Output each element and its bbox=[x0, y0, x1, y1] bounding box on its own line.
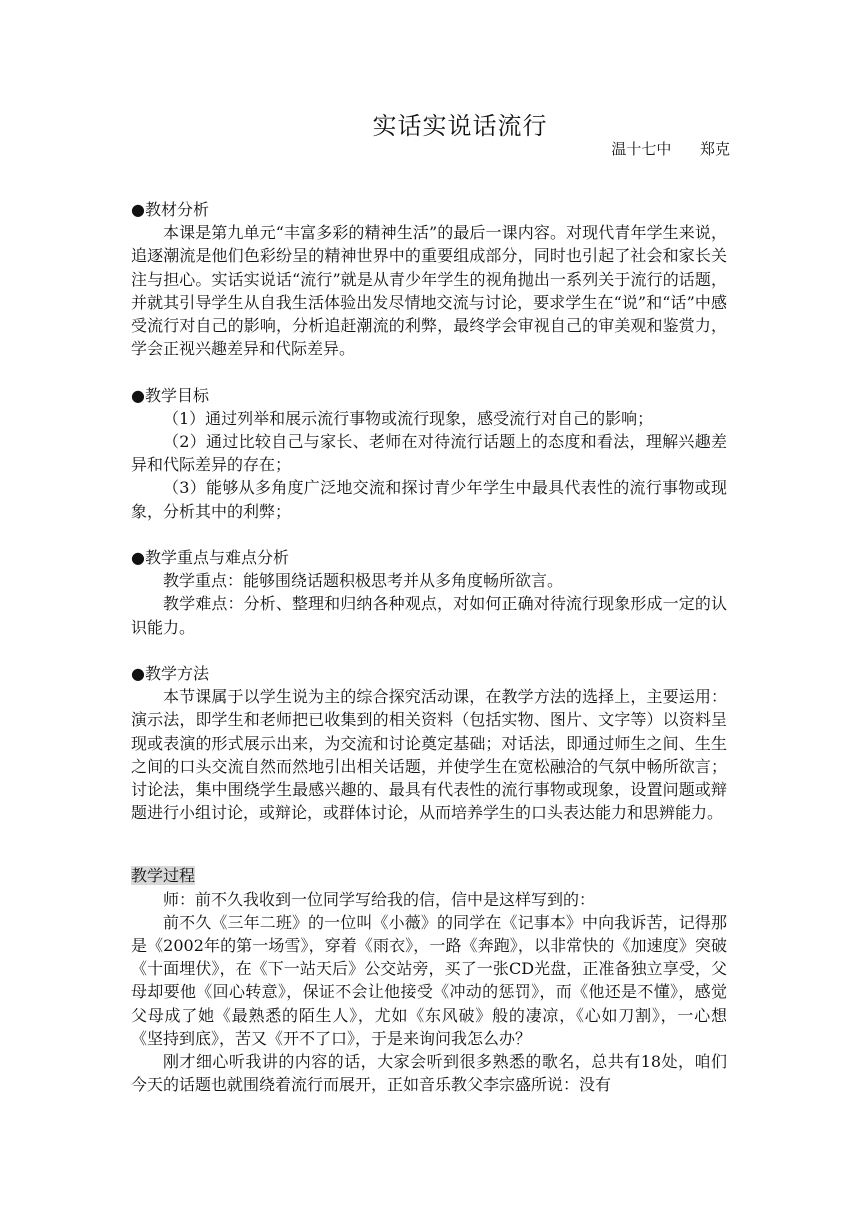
document-body bbox=[131, 198, 727, 1096]
process-paragraph-1: 师：前不久我收到一位同学写给我的信，信中是这样写到的： bbox=[163, 889, 596, 909]
materials-paragraph: 本课是第九单元“丰富多彩的精神生活”的最后一课内容。对现代青年学生来说，追逐潮流是他们色彩纷呈的精神世界中的重要组成部分，同时也引起了社会和家长关注与担心。实话实说话“流行”就是从青少年学生的视角抛出一系列关于流行的话题，并就其引导学生从自我生活体验出发尽情地交流与讨论，要求学生在“说”和“话”中感受流行对自己的影响，分析追赶潮流的利弊，最终学会审视自己的审美观和鉴赏力，学会正视兴趣差异和代际差异。 bbox=[131, 223, 727, 359]
spacer bbox=[131, 639, 727, 662]
spacer bbox=[131, 824, 727, 864]
highlighted-heading: 教学过程 bbox=[131, 866, 196, 886]
section-heading-goals: ●教学目标 bbox=[131, 385, 209, 405]
goal-item-1: （1）通过列举和展示流行事物或流行现象，感受流行对自己的影响； bbox=[163, 408, 654, 428]
spacer bbox=[131, 360, 727, 383]
section-heading-materials: ●教材分析 bbox=[131, 200, 209, 219]
section-heading-methods: ●教学方法 bbox=[131, 664, 209, 684]
document-title: 实话实说话流行 bbox=[372, 112, 548, 140]
methods-paragraph: 本节课属于以学生说为主的综合探究活动课，在教学方法的选择上，主要运用：演示法，即学生和老师把已收集到的相关资料（包括实物、图片、文字等）以资料呈现或表演的形式展示出来，为交流和讨论奠定基础；对话法，即通过师生之间、生生之间的口头交流自然而然地引出相关话题，并使学生在宽松融洽的气氛中畅所欲言；讨论法，集中围绕学生最感兴趣的、最具有代表性的流行事物或现象，设置问题或辩题进行小组讨论，或辩论，或群体讨论，从而培养学生的口头表达能力和思辨能力。 bbox=[131, 687, 727, 823]
keypoint-difficulty: 教学难点：分析、整理和归纳各种观点，对如何正确对待流行现象形成一定的认识能力。 bbox=[131, 594, 727, 637]
goal-item-3: （3）能够从多角度广泛地交流和探讨青少年学生中最具代表性的流行事物或现象，分析其中的利弊； bbox=[131, 478, 727, 521]
keypoint-focus: 教学重点：能够围绕话题积极思考并从多角度畅所欲言。 bbox=[163, 571, 564, 591]
section-heading-process bbox=[131, 864, 727, 887]
author-byline: 温十七中 郑克 bbox=[611, 140, 730, 158]
process-paragraph-2: 前不久《三年二班》的一位叫《小薇》的同学在《记事本》中向我诉苦，记得那是《2002年的第一场雪》，穿着《雨衣》，一路《奔跑》，以非常快的《加速度》突破《十面埋伏》，在《下一站天后》公交站旁，买了一张CD光盘，正准备独立享受，父母却要他《回心转意》，保证不会让他接受《冲动的惩罚》，而《他还是不懂》，感觉父母成了她《最熟悉的陌生人》，尤如《东风破》般的凄凉，《心如刀割》，一心想《坚持到底》，苦又《开不了口》，于是来询问我怎么办？ bbox=[131, 912, 727, 1048]
goal-item-2: （2）通过比较自己与家长、老师在对待流行话题上的态度和看法，理解兴趣差异和代际差异的存在； bbox=[131, 432, 727, 475]
section-heading-keypoints: ●教学重点与难点分析 bbox=[131, 548, 289, 568]
spacer bbox=[131, 523, 727, 546]
process-paragraph-3: 刚才细心听我讲的内容的话，大家会听到很多熟悉的歌名，总共有18处，咱们今天的话题也就围绕着流行而展开，正如音乐教父李宗盛所说：没有 bbox=[131, 1052, 727, 1095]
